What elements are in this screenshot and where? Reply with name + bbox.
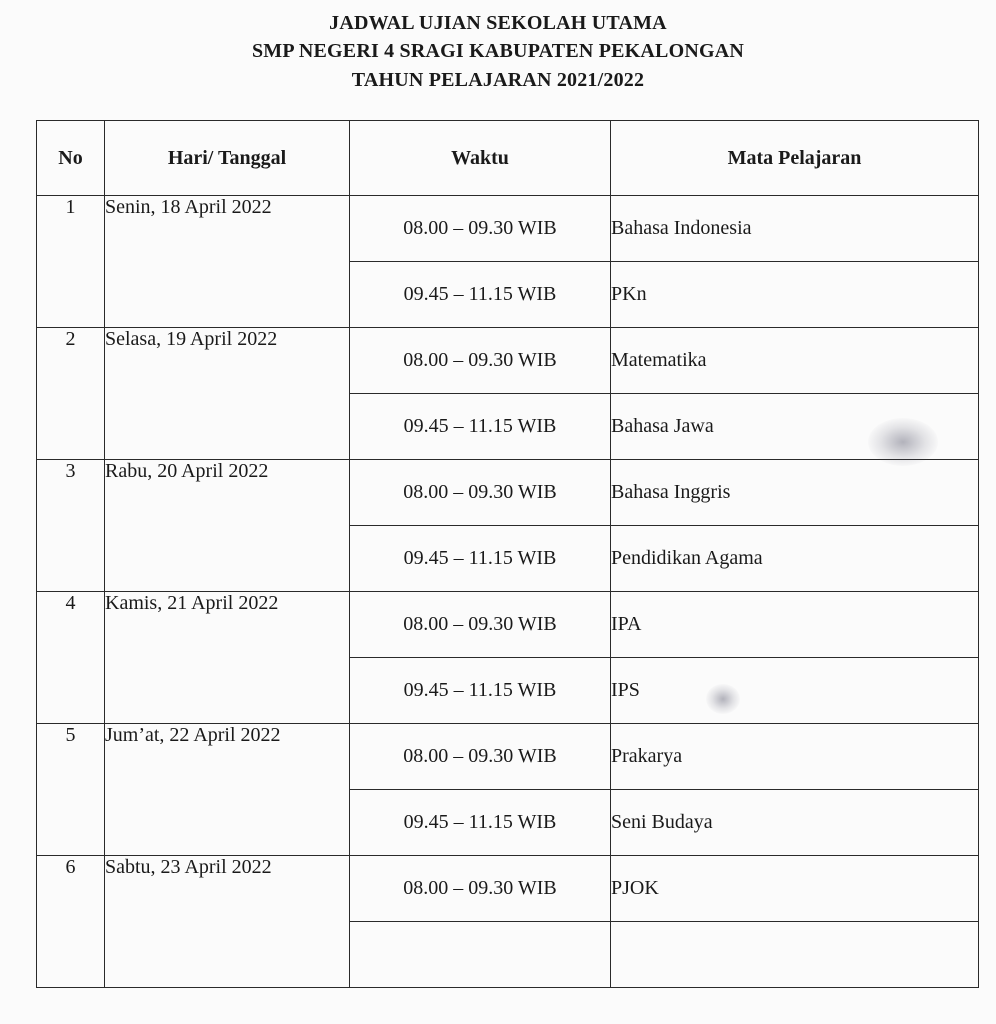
session-time: 08.00 – 09.30 WIB xyxy=(350,856,611,922)
day-number: 5 xyxy=(37,724,105,856)
column-header-no: No xyxy=(37,121,105,196)
session-subject: IPS xyxy=(611,658,979,724)
session-subject: Bahasa Jawa xyxy=(611,394,979,460)
table-row xyxy=(37,328,979,394)
session-time: 08.00 – 09.30 WIB xyxy=(350,460,611,526)
day-date: Kamis, 21 April 2022 xyxy=(105,592,350,724)
session-subject xyxy=(611,922,979,988)
column-header-time: Waktu xyxy=(350,121,611,196)
session-subject: Bahasa Inggris xyxy=(611,460,979,526)
session-time: 09.45 – 11.15 WIB xyxy=(350,658,611,724)
document-title: JADWAL UJIAN SEKOLAH UTAMA xyxy=(329,12,667,34)
table-row xyxy=(37,592,979,658)
day-date: Rabu, 20 April 2022 xyxy=(105,460,350,592)
column-header-date: Hari/ Tanggal xyxy=(105,121,350,196)
session-time: 09.45 – 11.15 WIB xyxy=(350,790,611,856)
day-number: 2 xyxy=(37,328,105,460)
table-row xyxy=(37,724,979,790)
day-date: Sabtu, 23 April 2022 xyxy=(105,856,350,988)
session-subject: Matematika xyxy=(611,328,979,394)
session-subject: Bahasa Indonesia xyxy=(611,196,979,262)
session-subject: PJOK xyxy=(611,856,979,922)
academic-year: TAHUN PELAJARAN 2021/2022 xyxy=(351,69,645,91)
session-time: 08.00 – 09.30 WIB xyxy=(350,592,611,658)
day-date: Selasa, 19 April 2022 xyxy=(105,328,350,460)
table-row xyxy=(37,196,979,262)
table-row xyxy=(37,856,979,922)
session-time: 09.45 – 11.15 WIB xyxy=(350,262,611,328)
session-subject: Pendidikan Agama xyxy=(611,526,979,592)
session-subject: Seni Budaya xyxy=(611,790,979,856)
day-date: Jum’at, 22 April 2022 xyxy=(105,724,350,856)
session-time: 08.00 – 09.30 WIB xyxy=(350,724,611,790)
session-subject: PKn xyxy=(611,262,979,328)
session-time: 09.45 – 11.15 WIB xyxy=(350,526,611,592)
session-time: 08.00 – 09.30 WIB xyxy=(350,196,611,262)
day-number: 6 xyxy=(37,856,105,988)
session-subject: Prakarya xyxy=(611,724,979,790)
scan-smudge xyxy=(868,418,938,466)
table-row xyxy=(37,460,979,526)
school-name: SMP NEGERI 4 SRAGI KABUPATEN PEKALONGAN xyxy=(251,40,745,62)
session-subject: IPA xyxy=(611,592,979,658)
scan-smudge xyxy=(706,684,740,714)
day-number: 4 xyxy=(37,592,105,724)
session-time: 08.00 – 09.30 WIB xyxy=(350,328,611,394)
day-number: 1 xyxy=(37,196,105,328)
day-date: Senin, 18 April 2022 xyxy=(105,196,350,328)
day-number: 3 xyxy=(37,460,105,592)
exam-schedule-table xyxy=(36,120,979,988)
column-header-subject: Mata Pelajaran xyxy=(611,121,979,196)
session-time: 09.45 – 11.15 WIB xyxy=(350,394,611,460)
table-header-row xyxy=(37,121,979,196)
session-time xyxy=(350,922,611,988)
